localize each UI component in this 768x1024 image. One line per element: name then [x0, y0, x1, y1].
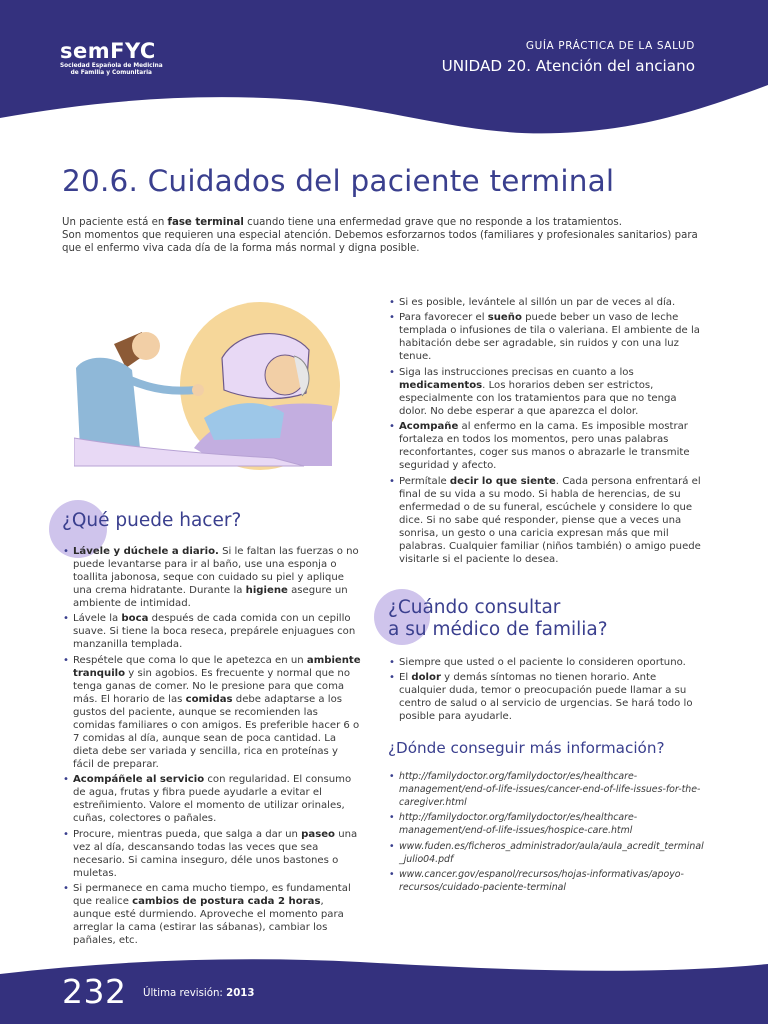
what-can-do-list [62, 545, 362, 949]
unit-title: UNIDAD 20. Atención del anciano [441, 57, 695, 75]
list-item: • El dolor y demás síntomas no tienen horario. Ante cualquier duda, temor o preocupación puede llamar a su centro de salud o al servicio de urgencias. Se hará todo lo posible para ayudarle. [388, 671, 704, 723]
page-title: 20.6. Cuidados del paciente terminal [62, 164, 615, 198]
info-link[interactable]: • http://familydoctor.org/familydoctor/es/healthcare-management/end-of-life-issues/cancer-end-of-life-issues-for-the-caregiver.html [388, 770, 708, 809]
page-number: 232 [62, 972, 127, 1011]
list-item: • Respétele que coma lo que le apetezca en un ambiente tranquilo y sin agobios. Es frecuente y normal que no tenga ganas de comer. No le presione para que coma más. El horario de las comidas debe adaptarse a los gustos del paciente, aunque se recomienden las comidas familiares o con amigos. Es preferible hacer 6 o 7 comidas al día, aunque sean de poca cantidad. La dieta debe ser variada y sencilla, rica en proteínas y fácil de preparar. [62, 654, 362, 771]
list-item: • Siempre que usted o el paciente lo consideren oportuno. [388, 656, 704, 669]
list-item: • Lávele la boca después de cada comida con un cepillo suave. Si tiene la boca reseca, prepárele enjuagues con manzanilla templada. [62, 612, 362, 651]
patient-bedside-illustration [74, 298, 342, 470]
info-link[interactable]: • www.fuden.es/ficheros_administrador/aula/aula_acredit_terminal_julio04.pdf [388, 840, 708, 866]
list-item: • Acompañe al enfermo en la cama. Es imposible mostrar fortaleza en todos los momentos, pero unas palabras reconfortantes, coger sus manos o abrazarle le transmite seguridad y afecto. [388, 420, 704, 472]
list-item: • Procure, mientras pueda, que salga a dar un paseo una vez al día, descansando todas las veces que sea necesario. Si camina inseguro, déle unos bastones o muletas. [62, 828, 362, 880]
intro-text: Un paciente está en fase terminal cuando tiene una enfermedad grave que no responde a los tratamientos. Son momentos que requieren una especial atención. Debemos esforzarnos todos (familiares y profesionales sanitarios) para que el enfermo viva cada día de la forma más normal y digna posible. [62, 217, 698, 255]
list-item: • Si es posible, levántele al sillón un par de veces al día. [388, 296, 704, 309]
list-item: • Acompáñele al servicio con regularidad. El consumo de agua, frutas y fibra puede ayudarle a evitar el estreñimiento. Valore el momento de utilizar orinales, cuñas, colectores o pañales. [62, 773, 362, 825]
info-link[interactable]: • www.cancer.gov/espanol/recursos/hojas-informativas/apoyo-recursos/cuidado-paciente-terminal [388, 868, 708, 894]
more-info-links [388, 770, 708, 897]
care-tips-list [388, 296, 704, 568]
logo-subtitle: Sociedad Española de Medicina de Familia y Comunitaria [60, 63, 163, 76]
list-item: • Para favorecer el sueño puede beber un vaso de leche templada o infusiones de tila o valeriana. El ambiente de la habitación debe ser agradable, sin ruidos y con una luz tenue. [388, 311, 704, 363]
list-item: • Lávele y dúchele a diario. Si le faltan las fuerzas o no puede levantarse para ir al baño, use una esponja o toallita jabonosa, seque con cuidado su piel y aplique una crema hidratante. Durante la higiene asegure un ambiente de intimidad. [62, 545, 362, 610]
info-link[interactable]: • http://familydoctor.org/familydoctor/es/healthcare-management/end-of-life-issues/hospice-care.html [388, 811, 708, 837]
revision-date: Última revisión: 2013 [143, 988, 255, 999]
more-info-heading: ¿Dónde conseguir más información? [388, 739, 665, 757]
list-item: • Si permanece en cama mucho tiempo, es fundamental que realice cambios de postura cada 2 horas, aunque esté durmiendo. Aproveche el momento para arreglar la cama (estirar las sábanas), cambiar los pañales, etc. [62, 882, 362, 947]
semfyc-logo [60, 40, 163, 76]
logo-wordmark: semFYC [60, 39, 156, 63]
list-item: • Permítale decir lo que siente. Cada persona enfrentará el final de su vida a su modo. Si habla de herencias, de su enfermedad o de su funeral, escúchele y considere lo que dice. Si no sabe qué responder, piense que a veces una sonrisa, un gesto o una caricia expresan más que mil palabras. Cualquier familiar (niños también) o amigo puede visitarle si el paciente lo desea. [388, 475, 704, 566]
when-consult-heading: ¿Cuándo consultar a su médico de familia? [388, 597, 608, 640]
guide-label: GUÍA PRÁCTICA DE LA SALUD [525, 40, 695, 52]
when-consult-list [388, 656, 704, 726]
what-can-do-heading: ¿Qué puede hacer? [62, 510, 242, 531]
list-item: • Siga las instrucciones precisas en cuanto a los medicamentos. Los horarios deben ser estrictos, especialmente con los tratamientos para que no tenga dolor. No debe esperar a que aparezca el dolor. [388, 366, 704, 418]
